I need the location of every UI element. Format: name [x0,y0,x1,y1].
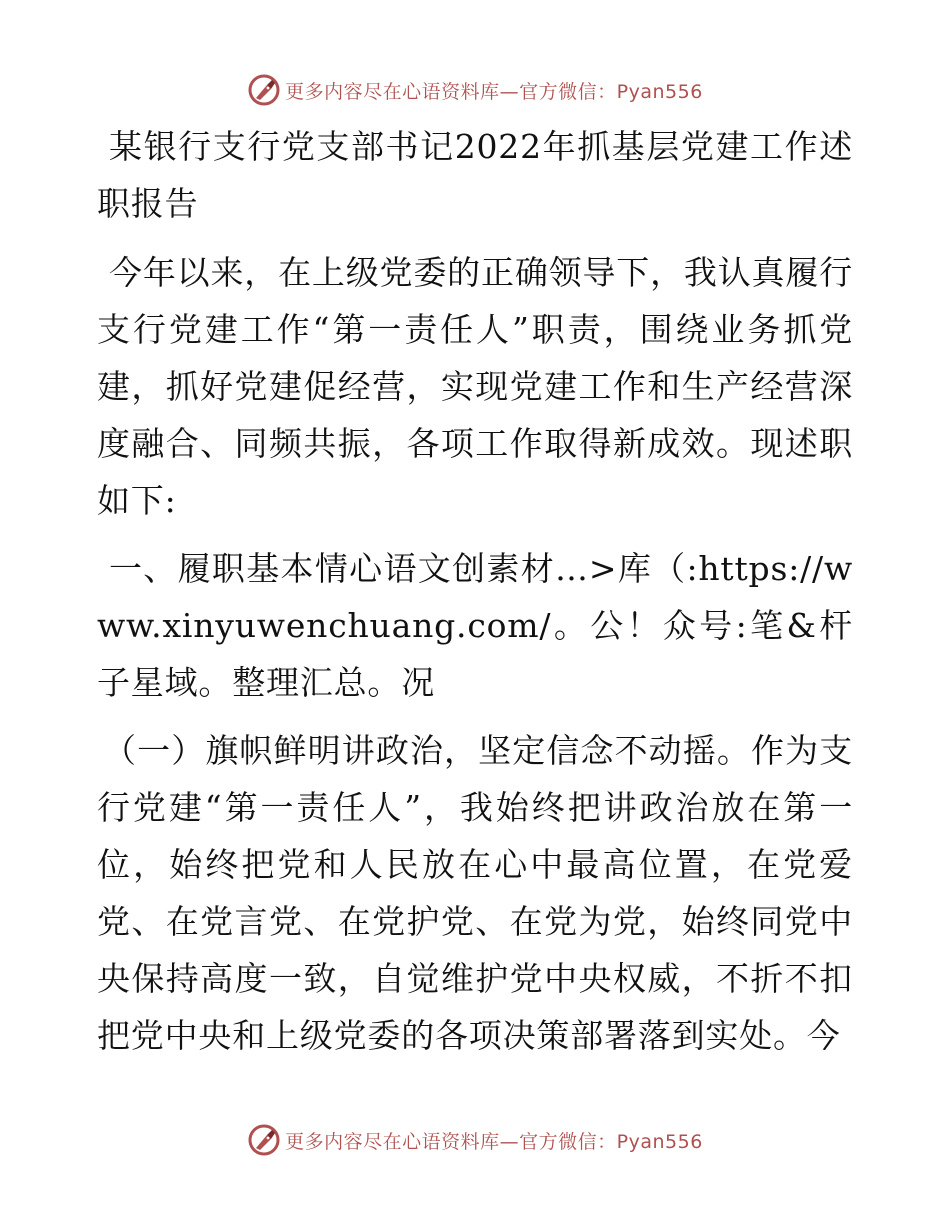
pen-nib-logo-icon [247,73,281,107]
pen-nib-logo-icon [247,1123,281,1157]
section-heading-paragraph: 一、履职基本情心语文创素材…>库（:https://www.xinyuwenchuang.com/。公！众号:笔&杆子星域。整理汇总。况 [97,549,853,702]
intro-paragraph: 今年以来，在上级党委的正确领导下，我认真履行支行党建工作“第一责任人”职责，围绕业务抓党建，抓好党建促经营，实现党建工作和生产经营深度融合、同频共振，各项工作取得新成效。现述职如下: [97,253,853,520]
footer-watermark-banner [0,1120,950,1160]
document-title: 某银行支行党支部书记2022年抓基层党建工作述职报告 [97,127,853,223]
footer-watermark-text: 更多内容尽在心语资料库—官方微信：Pyan556 [285,1130,703,1153]
document-body [97,118,853,1064]
body-paragraph: （一）旗帜鲜明讲政治，坚定信念不动摇。作为支行党建“第一责任人”，我始终把讲政治放在第一位，始终把党和人民放在心中最高位置，在党爱党、在党言党、在党护党、在党为党，始终同党中央保持高度一致，自觉维护党中央权威，不折不扣把党中央和上级党委的各项决策部署落到实处。今 [97,731,853,1055]
header-watermark-text: 更多内容尽在心语资料库—官方微信：Pyan556 [285,80,703,103]
header-watermark-banner [0,70,950,110]
